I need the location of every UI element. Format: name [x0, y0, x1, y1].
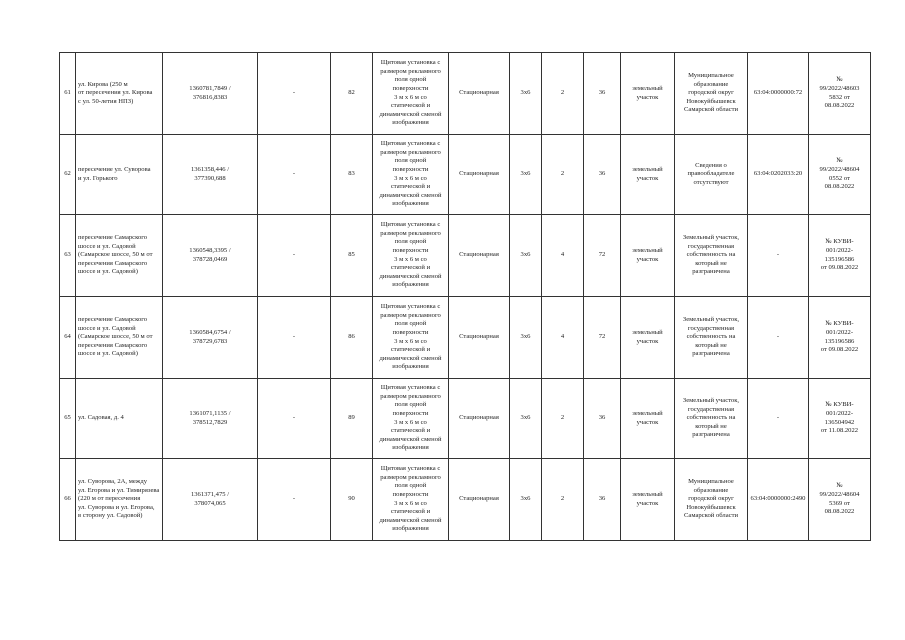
empty-cell: -: [258, 379, 331, 459]
cell-line: 08.08.2022: [824, 102, 855, 110]
cell-line: статической и: [390, 183, 431, 191]
land-cell: [621, 53, 675, 135]
row-number: 64: [60, 297, 76, 379]
structure-number-cell: 90: [331, 459, 373, 541]
cell-line: поверхности: [392, 84, 429, 92]
cell-line: поля одной: [394, 157, 427, 165]
table-body: [60, 53, 871, 541]
cell-line: который не: [695, 341, 727, 349]
cell-line: шоссе и ул. Садовой: [78, 242, 136, 250]
cell-line: Щитовая установка с: [380, 59, 441, 67]
cell-line: государственная: [687, 324, 735, 332]
description-cell: [373, 379, 449, 459]
structure-number-cell: 82: [331, 53, 373, 135]
cell-line: 135196586: [824, 337, 855, 345]
cell-line: № КУВИ-: [825, 401, 854, 409]
cell-line: 3 м х 6 м со: [394, 499, 427, 507]
structure-number-cell: 86: [331, 297, 373, 379]
size-cell: 3х6: [510, 379, 542, 459]
cell-line: образование: [693, 80, 729, 88]
type-cell: Стационарная: [449, 215, 510, 297]
cell-line: разграничена: [692, 431, 730, 439]
document-cell: [809, 379, 871, 459]
row-number: 62: [60, 135, 76, 215]
owner-cell: [675, 297, 748, 379]
cell-line: изображения: [392, 363, 429, 371]
cell-line: собственность на: [686, 251, 736, 259]
cadastre-cell: 63:04:0202033:20: [748, 135, 809, 215]
empty-cell: -: [258, 215, 331, 297]
cell-line: статической и: [390, 508, 431, 516]
sides-cell: 4: [542, 215, 584, 297]
row-number: 61: [60, 53, 76, 135]
land-cell: [621, 297, 675, 379]
cell-line: 3 м х 6 м со: [394, 255, 427, 263]
cell-line: участок: [636, 255, 659, 263]
cell-line: динамической сменой: [379, 272, 442, 280]
land-cell: [621, 135, 675, 215]
empty-cell: -: [258, 53, 331, 135]
empty-cell: -: [258, 297, 331, 379]
type-cell: Стационарная: [449, 459, 510, 541]
cell-line: который не: [695, 259, 727, 267]
land-cell: [621, 379, 675, 459]
cell-line: Земельный участок,: [682, 397, 740, 405]
cell-line: Щитовая установка с: [380, 221, 441, 229]
cell-line: статической и: [390, 264, 431, 272]
cell-line: поля одной: [394, 76, 427, 84]
cell-line: шоссе и ул. Садовой): [78, 350, 138, 358]
cell-line: разграничена: [692, 350, 730, 358]
cell-line: собственность на: [686, 414, 736, 422]
cell-line: собственность на: [686, 333, 736, 341]
cell-line: пересечения Самарского: [78, 341, 148, 349]
size-cell: 3х6: [510, 215, 542, 297]
cell-line: изображения: [392, 200, 429, 208]
cell-line: Щитовая установка с: [380, 465, 441, 473]
sides-cell: 2: [542, 53, 584, 135]
table-row: [60, 53, 871, 135]
cell-line: 376816,8383: [192, 93, 228, 101]
cell-line: 378074,065: [194, 499, 226, 507]
cell-line: участок: [636, 499, 659, 507]
area-cell: 72: [584, 215, 621, 297]
cell-line: 378512,7829: [192, 418, 228, 426]
cell-line: изображения: [392, 119, 429, 127]
cell-line: отсутствуют: [693, 178, 729, 186]
cell-line: размером рекламного: [380, 148, 441, 156]
document-cell: [809, 53, 871, 135]
cell-line: Щитовая установка с: [380, 303, 441, 311]
cell-line: изображения: [392, 525, 429, 533]
cell-line: статической и: [390, 427, 431, 435]
sides-cell: 2: [542, 459, 584, 541]
empty-cell: -: [258, 459, 331, 541]
cell-line: участок: [636, 337, 659, 345]
cell-line: 136504942: [824, 418, 855, 426]
type-cell: Стационарная: [449, 379, 510, 459]
type-cell: Стационарная: [449, 135, 510, 215]
cell-line: 1361071,1135 /: [189, 409, 231, 417]
coordinates-cell: [163, 135, 258, 215]
cell-line: земельный: [632, 246, 663, 254]
document-cell: [809, 459, 871, 541]
cell-line: изображения: [392, 281, 429, 289]
cell-line: статической и: [390, 346, 431, 354]
size-cell: 3х6: [510, 135, 542, 215]
cell-line: земельный: [632, 165, 663, 173]
cell-line: статической и: [390, 102, 431, 110]
owner-cell: [675, 135, 748, 215]
area-cell: 36: [584, 379, 621, 459]
structure-number-cell: 89: [331, 379, 373, 459]
cell-line: поверхности: [392, 490, 429, 498]
cell-line: 378728,0469: [192, 255, 228, 263]
cell-line: в сторону ул. Садовой): [78, 512, 143, 520]
cell-line: динамической сменой: [379, 191, 442, 199]
table-row: [60, 379, 871, 459]
address-cell: [76, 215, 163, 297]
register-table: [59, 52, 871, 541]
cell-line: поверхности: [392, 328, 429, 336]
description-cell: [373, 135, 449, 215]
empty-cell: -: [258, 135, 331, 215]
cell-line: от пересечения ул. Кирова: [78, 89, 153, 97]
owner-cell: [675, 215, 748, 297]
cell-line: размером рекламного: [380, 311, 441, 319]
document-cell: [809, 215, 871, 297]
table-row: [60, 297, 871, 379]
owner-cell: [675, 459, 748, 541]
table-row: [60, 215, 871, 297]
cell-line: Самарской области: [684, 512, 738, 520]
cell-line: №: [836, 482, 843, 490]
cell-line: 001/2022-: [825, 328, 854, 336]
cell-line: от 11.08.2022: [820, 427, 859, 435]
type-cell: Стационарная: [449, 53, 510, 135]
coordinates-cell: [163, 53, 258, 135]
description-cell: [373, 297, 449, 379]
cell-line: 5369 от: [829, 499, 850, 507]
coordinates-cell: [163, 459, 258, 541]
structure-number-cell: 85: [331, 215, 373, 297]
cell-line: Новокуйбышевск: [686, 503, 736, 511]
description-cell: [373, 215, 449, 297]
cell-line: образование: [693, 486, 729, 494]
cell-line: Щитовая установка с: [380, 140, 441, 148]
cell-line: и ул. Горького: [78, 174, 118, 182]
cell-line: 001/2022-: [825, 246, 854, 254]
document-cell: [809, 297, 871, 379]
description-cell: [373, 459, 449, 541]
size-cell: 3х6: [510, 297, 542, 379]
cell-line: от 09.08.2022: [820, 264, 859, 272]
cell-line: Щитовая установка с: [380, 384, 441, 392]
sides-cell: 2: [542, 379, 584, 459]
cell-line: поверхности: [392, 409, 429, 417]
area-cell: 36: [584, 135, 621, 215]
cell-line: размером рекламного: [380, 229, 441, 237]
cell-line: Муниципальное: [688, 72, 734, 80]
area-cell: 72: [584, 297, 621, 379]
cell-line: пересечение Самарского: [78, 316, 148, 324]
address-cell: [76, 379, 163, 459]
cell-line: 3 м х 6 м со: [394, 337, 427, 345]
cell-line: 08.08.2022: [824, 183, 855, 191]
cadastre-cell: -: [748, 297, 809, 379]
cell-line: №: [836, 157, 843, 165]
cell-line: государственная: [687, 405, 735, 413]
cell-line: городской округ: [688, 89, 734, 97]
cell-line: участок: [636, 93, 659, 101]
land-cell: [621, 459, 675, 541]
coordinates-cell: [163, 297, 258, 379]
cell-line: Новокуйбышевск: [686, 97, 736, 105]
cell-line: от 09.08.2022: [820, 346, 859, 354]
cell-line: размером рекламного: [380, 67, 441, 75]
row-number: 66: [60, 459, 76, 541]
size-cell: 3х6: [510, 53, 542, 135]
cell-line: Земельный участок,: [682, 316, 740, 324]
cell-line: 3 м х 6 м со: [394, 93, 427, 101]
owner-cell: [675, 379, 748, 459]
cell-line: 3 м х 6 м со: [394, 174, 427, 182]
cell-line: (220 м от пересечения: [78, 495, 141, 503]
cadastre-cell: 63:04:0000000:2490: [748, 459, 809, 541]
cell-line: динамической сменой: [379, 516, 442, 524]
cell-line: ул. Суворова, 2А, между: [78, 478, 147, 486]
cell-line: Самарской области: [684, 106, 738, 114]
sides-cell: 4: [542, 297, 584, 379]
address-cell: [76, 53, 163, 135]
cell-line: ул. Егорова и ул. Тимирязева: [78, 486, 160, 494]
sides-cell: 2: [542, 135, 584, 215]
area-cell: 36: [584, 53, 621, 135]
area-cell: 36: [584, 459, 621, 541]
cadastre-cell: -: [748, 215, 809, 297]
coordinates-cell: [163, 215, 258, 297]
cell-line: ул. Садовая, д. 4: [78, 414, 124, 422]
type-cell: Стационарная: [449, 297, 510, 379]
coordinates-cell: [163, 379, 258, 459]
cell-line: поля одной: [394, 482, 427, 490]
cell-line: 99/2022/48604: [819, 165, 860, 173]
address-cell: [76, 297, 163, 379]
cell-line: (Самарское шоссе, 50 м от: [78, 251, 153, 259]
cell-line: поля одной: [394, 401, 427, 409]
cell-line: 1360584,6754 /: [189, 328, 231, 336]
cell-line: Муниципальное: [688, 478, 734, 486]
cell-line: правообладателе: [687, 170, 735, 178]
structure-number-cell: 83: [331, 135, 373, 215]
cell-line: Сведения о: [695, 161, 727, 169]
description-cell: [373, 53, 449, 135]
cell-line: 1361358,446 /: [190, 165, 230, 173]
cell-line: 377390,688: [194, 174, 226, 182]
cell-line: пересечения Самарского: [78, 259, 148, 267]
cell-line: пересечение ул. Суворова: [78, 165, 151, 173]
cell-line: динамической сменой: [379, 435, 442, 443]
cell-line: (Самарское шоссе, 50 м от: [78, 333, 153, 341]
cell-line: 5832 от: [829, 93, 850, 101]
cell-line: с ул. 50-летия НПЗ): [78, 97, 134, 105]
cell-line: № КУВИ-: [825, 238, 854, 246]
cell-line: земельный: [632, 328, 663, 336]
cell-line: шоссе и ул. Садовой: [78, 324, 136, 332]
cell-line: ул. Кирова (250 м: [78, 80, 128, 88]
cell-line: № КУВИ-: [825, 320, 854, 328]
cell-line: поверхности: [392, 246, 429, 254]
cell-line: 3 м х 6 м со: [394, 418, 427, 426]
cell-line: пересечение Самарского: [78, 234, 148, 242]
row-number: 65: [60, 379, 76, 459]
document-cell: [809, 135, 871, 215]
cell-line: 1361371,475 /: [190, 490, 230, 498]
size-cell: 3х6: [510, 459, 542, 541]
cadastre-cell: 63:04:0000000:72: [748, 53, 809, 135]
cell-line: 378729,6783: [192, 337, 228, 345]
cell-line: ул. Суворова и ул. Егорова,: [78, 503, 155, 511]
cell-line: участок: [636, 418, 659, 426]
cell-line: 1360781,7849 /: [189, 84, 231, 92]
cell-line: динамической сменой: [379, 354, 442, 362]
cell-line: поля одной: [394, 320, 427, 328]
table-row: [60, 135, 871, 215]
cell-line: 001/2022-: [825, 409, 854, 417]
cell-line: 08.08.2022: [824, 508, 855, 516]
cell-line: земельный: [632, 490, 663, 498]
cell-line: №: [836, 76, 843, 84]
cell-line: земельный: [632, 409, 663, 417]
cell-line: который не: [695, 422, 727, 430]
cadastre-cell: -: [748, 379, 809, 459]
cell-line: 99/2022/48603: [819, 84, 860, 92]
cell-line: поля одной: [394, 238, 427, 246]
cell-line: разграничена: [692, 268, 730, 276]
cell-line: поверхности: [392, 165, 429, 173]
cell-line: 99/2022/48604: [819, 490, 860, 498]
owner-cell: [675, 53, 748, 135]
row-number: 63: [60, 215, 76, 297]
cell-line: участок: [636, 174, 659, 182]
cell-line: земельный: [632, 84, 663, 92]
land-cell: [621, 215, 675, 297]
cell-line: размером рекламного: [380, 392, 441, 400]
address-cell: [76, 135, 163, 215]
cell-line: государственная: [687, 242, 735, 250]
cell-line: изображения: [392, 444, 429, 452]
cell-line: 135196586: [824, 255, 855, 263]
cell-line: 0552 от: [829, 174, 850, 182]
cell-line: шоссе и ул. Садовой): [78, 268, 138, 276]
cell-line: Земельный участок,: [682, 234, 740, 242]
cell-line: 1360548,3395 /: [189, 246, 231, 254]
cell-line: динамической сменой: [379, 110, 442, 118]
cell-line: городской округ: [688, 495, 734, 503]
address-cell: [76, 459, 163, 541]
cell-line: размером рекламного: [380, 473, 441, 481]
table-row: [60, 459, 871, 541]
